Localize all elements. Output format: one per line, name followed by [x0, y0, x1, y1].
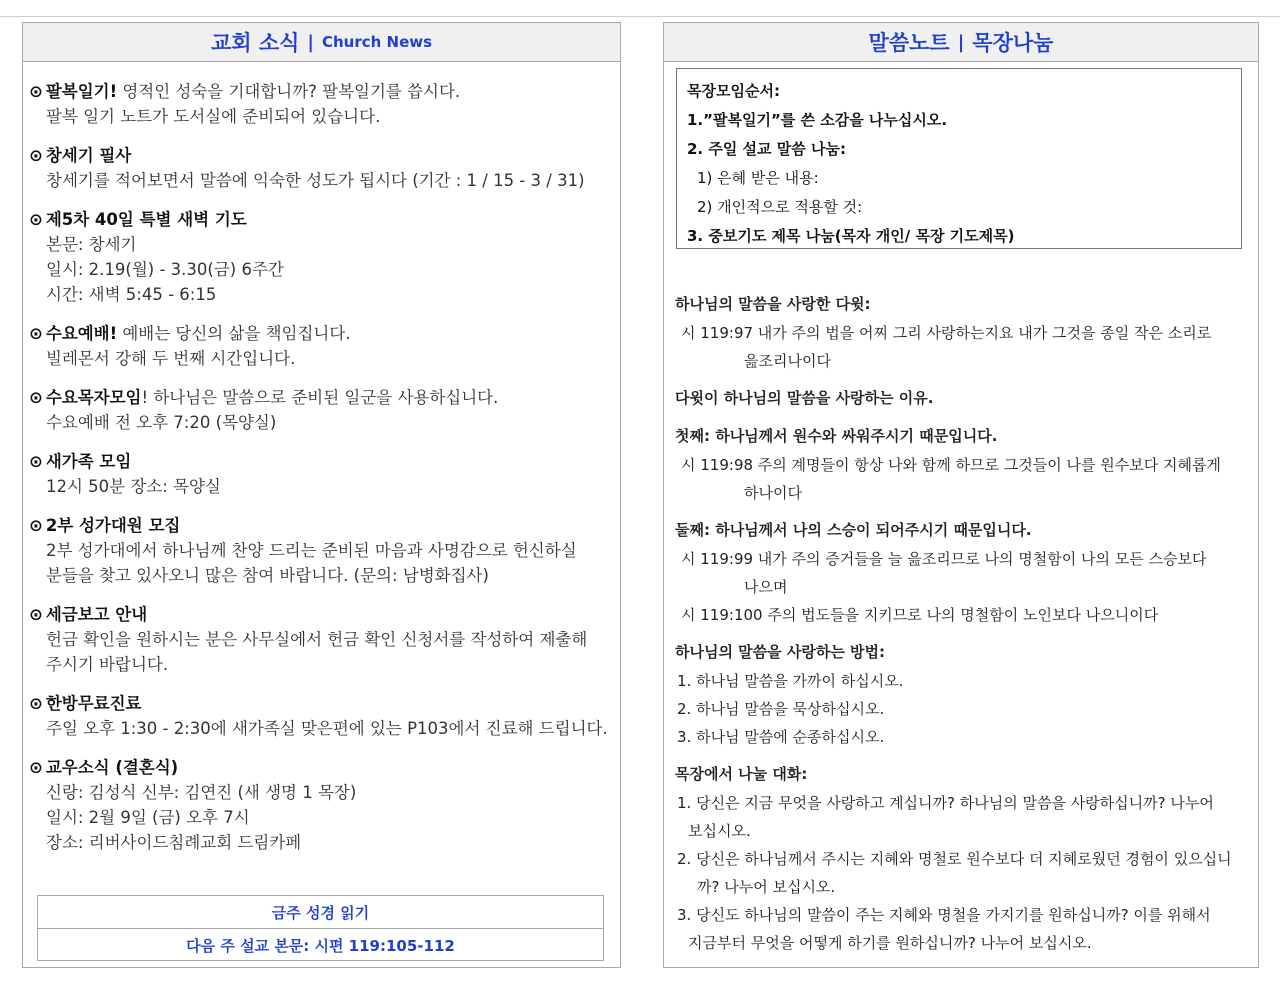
section-heading: 하나님의 말씀을 사랑한 다윗:: [675, 295, 871, 313]
discussion-question: 2. 당신은 하나님께서 주시는 지혜와 명철로 원수보다 더 지혜로웠던 경험이 있으십니: [677, 850, 1232, 868]
news-item-title: 세금보고 안내: [45, 605, 148, 624]
news-item: [29, 513, 609, 588]
bullet-icon: ⊙: [29, 82, 43, 101]
news-item-title: 수요예배!: [45, 324, 118, 343]
bullet-icon: ⊙: [29, 146, 43, 165]
discussion-question-cont: 지금부터 무엇을 어떻게 하기를 원하십니까? 나누어 보십시오.: [688, 934, 1092, 952]
sermon-notes-header: [664, 23, 1258, 62]
order-item: 3. 중보기도 제목 나눔(목자 개인/ 목장 기도제목): [687, 227, 1015, 245]
news-item-line: 주시기 바랍니다.: [46, 655, 169, 674]
news-item-summary: ! 하나님은 말씀으로 준비된 일군을 사용하십니다.: [141, 388, 499, 407]
news-item-title: 2부 성가대원 모집: [45, 516, 181, 535]
news-item-line: 창세기를 적어보면서 말씀에 익숙한 성도가 됩시다 (기간 : 1 / 15 - 3 / 31): [46, 171, 585, 190]
scripture-verse: 시 119:99 내가 주의 증거들을 늘 읊조리므로 나의 명철함이 나의 모든 스승보다: [681, 550, 1207, 568]
header-separator: |: [957, 31, 965, 53]
bullet-icon: ⊙: [29, 516, 43, 535]
church-news-title: 교회 소식: [210, 31, 300, 55]
discussion-question-cont: 까? 나누어 보십시오.: [697, 878, 836, 896]
header-separator: |: [307, 31, 314, 53]
top-divider: [0, 16, 1280, 17]
news-item-line: 장소: 리버사이드침례교회 드림카페: [46, 833, 302, 852]
news-item: [29, 602, 609, 677]
news-item-title: 교우소식 (결혼식): [45, 758, 179, 777]
scripture-verse: 시 119:100 주의 법도들을 지키므로 나의 명철함이 노인보다 나으니이다: [681, 606, 1159, 624]
news-item-summary: 예배는 당신의 삶을 책임집니다.: [117, 324, 351, 343]
bible-reading-box: [37, 895, 604, 961]
cell-sharing-title: 목장나눔: [972, 31, 1054, 55]
order-subitem: 2) 개인적으로 적용할 것:: [697, 198, 863, 216]
news-item-title: 창세기 필사: [45, 146, 132, 165]
bullet-icon: ⊙: [29, 605, 43, 624]
discussion-question: 1. 당신은 지금 무엇을 사랑하고 계십니까? 하나님의 말씀을 사랑하십니까? 나누어: [677, 794, 1214, 812]
bullet-icon: ⊙: [29, 324, 43, 343]
news-item: [29, 79, 609, 129]
news-item-line: 빌레몬서 강해 두 번째 시간입니다.: [46, 349, 296, 368]
news-item-title: 수요목자모임: [45, 388, 142, 407]
method-item: 2. 하나님 말씀을 묵상하십시오.: [677, 700, 885, 718]
scripture-verse-cont: 하나이다: [744, 484, 802, 502]
scripture-verse-cont: 나으며: [744, 578, 788, 596]
discussion-question-cont: 보십시오.: [688, 822, 751, 840]
bullet-icon: ⊙: [29, 452, 43, 471]
news-item: [29, 449, 609, 499]
scripture-verse: 시 119:98 주의 계명들이 항상 나와 함께 하므로 그것들이 나를 원수보다 지혜롭게: [681, 456, 1221, 474]
news-item-line: 2부 성가대에서 하나님께 찬양 드리는 준비된 마음과 사명감으로 헌신하실: [46, 541, 577, 560]
news-item-line: 일시: 2.19(월) - 3.30(금) 6주간: [46, 260, 284, 279]
news-item: [29, 321, 609, 371]
news-item-summary: 영적인 성숙을 기대합니까? 팔복일기를 씁시다.: [117, 82, 461, 101]
method-item: 3. 하나님 말씀에 순종하십시오.: [677, 728, 885, 746]
news-item-title: 제5차 40일 특별 새벽 기도: [45, 210, 247, 229]
news-item-line: 헌금 확인을 원하시는 분은 사무실에서 헌금 확인 신청서를 작성하여 제출해: [46, 630, 588, 649]
news-item: [29, 143, 609, 193]
news-item-title: 한방무료진료: [45, 694, 142, 713]
section-heading: 다윗이 하나님의 말씀을 사랑하는 이유.: [675, 389, 934, 407]
sermon-notes-title: 말씀노트: [868, 31, 950, 55]
news-item-line: 일시: 2월 9일 (금) 오후 7시: [46, 808, 250, 827]
church-news-title-en: Church News: [321, 33, 433, 51]
weekly-reading-title: 금주 성경 읽기: [38, 896, 603, 929]
news-item: [29, 385, 609, 435]
sermon-notes-panel: [663, 22, 1259, 968]
news-item-line: 신랑: 김성식 신부: 김연진 (새 생명 1 목장): [46, 783, 357, 802]
section-heading: 목장에서 나눌 대화:: [675, 765, 808, 783]
order-subitem: 1) 은혜 받은 내용:: [697, 169, 819, 187]
news-list: [29, 79, 609, 869]
news-item-line: 12시 50분 장소: 목양실: [46, 477, 221, 496]
news-item: [29, 207, 609, 307]
news-item-title: 새가족 모임: [45, 452, 132, 471]
section-heading: 하나님의 말씀을 사랑하는 방법:: [675, 643, 886, 661]
news-item: [29, 755, 609, 855]
news-item-title: 팔복일기!: [45, 82, 118, 101]
news-item: [29, 691, 609, 741]
church-news-header: [23, 23, 620, 62]
next-sermon-text: 다음 주 설교 본문: 시편 119:105-112: [186, 936, 455, 955]
news-item-line: 주일 오후 1:30 - 2:30에 새가족실 맞은편에 있는 P103에서 진료해 드립니다.: [46, 719, 608, 738]
bullet-icon: ⊙: [29, 210, 43, 229]
discussion-question: 3. 당신도 하나님의 말씀이 주는 지혜와 명철을 가지기를 원하십니까? 이를 위해서: [677, 906, 1211, 924]
order-item: 1.”팔복일기”를 쓴 소감을 나누십시오.: [687, 111, 948, 129]
cell-meeting-order-box: [676, 68, 1242, 249]
scripture-verse: 시 119:97 내가 주의 법을 어찌 그리 사랑하는지요 내가 그것을 종일 작은 소리로: [681, 324, 1212, 342]
sermon-notes-body: [675, 281, 1253, 957]
section-heading: 첫째: 하나님께서 원수와 싸워주시기 때문입니다.: [675, 427, 998, 445]
church-news-panel: [22, 22, 621, 968]
news-item-line: 본문: 창세기: [46, 235, 137, 254]
bullet-icon: ⊙: [29, 758, 43, 777]
news-item-line: 수요예배 전 오후 7:20 (목양실): [46, 413, 277, 432]
order-heading: 목장모임순서:: [687, 82, 780, 100]
order-item: 2. 주일 설교 말씀 나눔:: [687, 140, 846, 158]
news-item-line: 팔복 일기 노트가 도서실에 준비되어 있습니다.: [46, 107, 381, 126]
method-item: 1. 하나님 말씀을 가까이 하십시오.: [677, 672, 904, 690]
bullet-icon: ⊙: [29, 694, 43, 713]
news-item-line: 시간: 새벽 5:45 - 6:15: [46, 285, 217, 304]
news-item-line: 분들을 찾고 있사오니 많은 참여 바랍니다. (문의: 남병화집사): [46, 566, 489, 585]
scripture-verse-cont: 읊조리나이다: [744, 352, 831, 370]
bullet-icon: ⊙: [29, 388, 43, 407]
section-heading: 둘째: 하나님께서 나의 스승이 되어주시기 때문입니다.: [675, 521, 1032, 539]
